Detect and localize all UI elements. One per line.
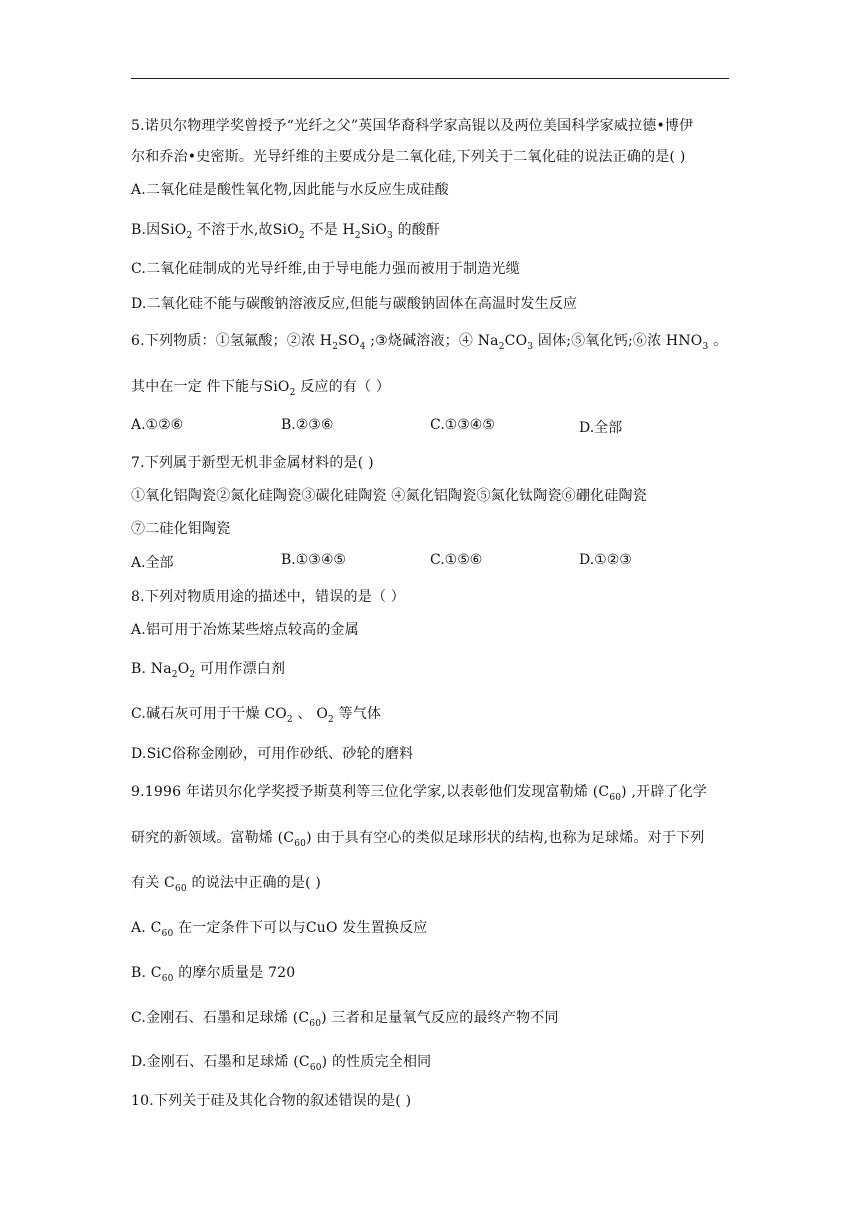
q7-list-line2: ⑦二硅化钼陶瓷 [131,521,231,537]
q8-stem: 8.下列对物质用途的描述中，错误的是（ ） [131,589,406,605]
q6-options [131,417,731,437]
q8-option-d: D.SiC俗称金刚砂，可用作砂纸、砂轮的磨料 [131,746,414,762]
q5-option-b: B.因SiO$_2$ 不溶于水,故SiO$_2$ 不是 $H_2SiO_3$ 的酸酐 [131,222,441,241]
q6-option-b: B.②③⑥ [281,417,334,433]
q7-list-line1: ①氧化铝陶瓷②氮化硅陶瓷③碳化硅陶瓷 ④氮化铝陶瓷⑤氮化钛陶瓷⑥硼化硅陶瓷 [131,488,647,504]
header-rule [131,78,729,79]
q7-option-c: C.①⑤⑥ [430,552,483,568]
q9-option-b: B. $C_{60}$ 的摩尔质量是 720 [131,965,296,984]
q8-option-a: A.铝可用于冶炼某些熔点较高的金属 [131,622,359,638]
q7-option-b: B.①③④⑤ [281,552,346,568]
q7-option-d: D.①②③ [579,552,632,568]
q10-stem: 10.下列关于硅及其化合物的叙述错误的是( ) [131,1093,412,1109]
q5-option-c: C.二氧化硅制成的光导纤维,由于导电能力强而被用于制造光缆 [131,261,520,277]
q6-stem-line2: 其中在一定 件下能与SiO$_2$ 反应的有（ ） [131,379,391,398]
q9-stem-line1: 9.1996 年诺贝尔化学奖授予斯莫利等三位化学家,以表彰他们发现富勒烯 $(C_{60})$ ,开辟了化学 [131,784,708,803]
q6-option-a: A.①②⑥ [131,417,184,433]
q9-option-a: A. $C_{60}$ 在一定条件下可以与CuO 发生置换反应 [131,920,428,939]
q6-stem-line1: 6.下列物质：①氢氟酸；②浓 $H_2SO_4$ ;③烧碱溶液；④ $Na_2CO_3$ 固体;⑤氧化钙;⑥浓 $HNO_3$ 。 [131,333,728,352]
q5-stem-line2: 尔和乔治•史密斯。光导纤维的主要成分是二氧化硅,下列关于二氧化硅的说法正确的是( ) [131,149,686,165]
q5-option-a: A.二氧化硅是酸性氧化物,因此能与水反应生成硅酸 [131,182,449,198]
q7-stem: 7.下列属于新型无机非金属材料的是( ) [131,455,374,471]
q7-option-a: A.全部 [131,555,174,571]
q9-stem-line2: 研究的新领域。富勒烯 $(C_{60})$ 由于具有空心的类似足球形状的结构,也称为足球烯。对于下列 [131,830,705,849]
q6-option-c: C.①③④⑤ [430,417,495,433]
q9-stem-line3: 有关 $C_{60}$ 的说法中正确的是( ) [131,875,322,894]
q6-option-d: D.全部 [579,420,623,436]
q9-option-d: D.金刚石、石墨和足球烯 $(C_{60})$ 的性质完全相同 [131,1054,432,1073]
q9-option-c: C.金刚石、石墨和足球烯 $(C_{60})$ 三者和足量氧气反应的最终产物不同 [131,1010,559,1029]
q7-options [131,552,731,572]
q5-stem-line1: 5.诺贝尔物理学奖曾授予“光纤之父”英国华裔科学家高锟以及两位美国科学家威拉德•博伊 [131,118,694,134]
q5-option-d: D.二氧化硅不能与碳酸钠溶液反应,但能与碳酸钠固体在高温时发生反应 [131,296,578,312]
q8-option-c: C.碱石灰可用于干燥 $CO_2$ 、 $O_2$ 等气体 [131,706,382,725]
q8-option-b: B. $Na_2O_2$ 可用作漂白剂 [131,661,286,680]
